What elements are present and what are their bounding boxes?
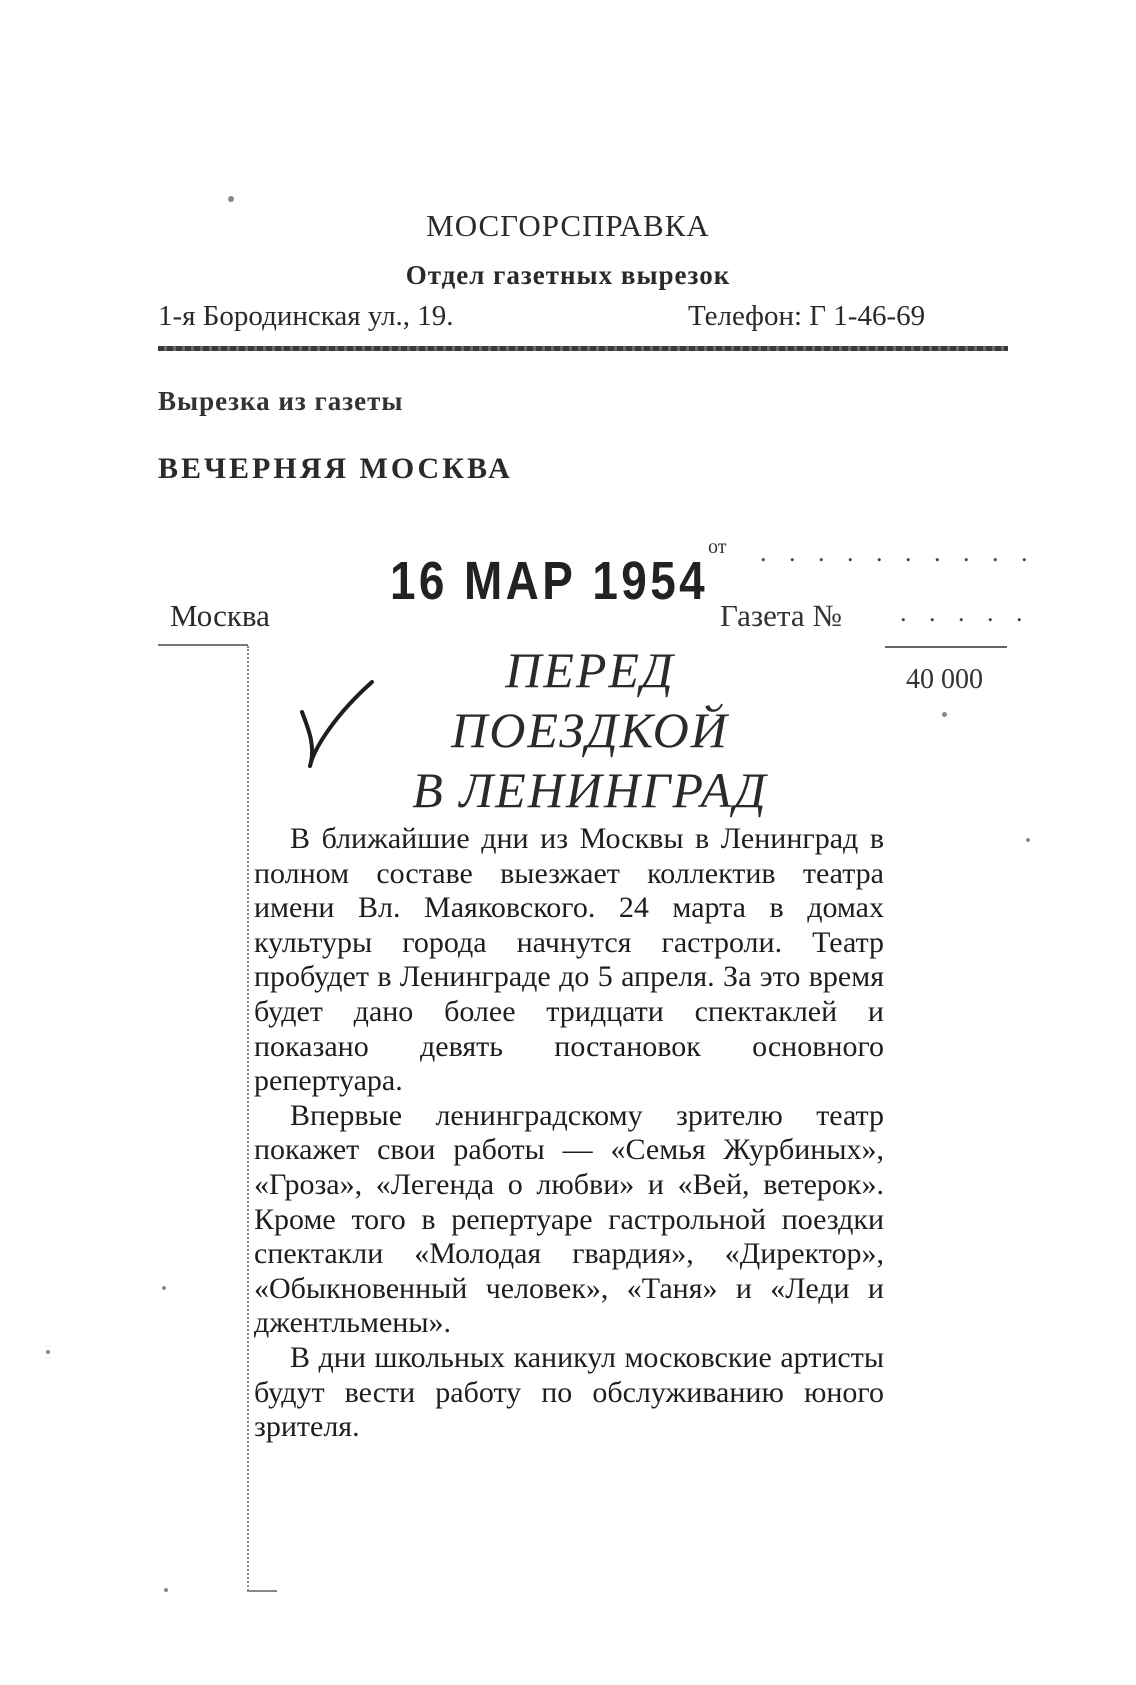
article-title — [320, 640, 860, 820]
from-label: от — [708, 536, 727, 558]
article-title-line: ПЕРЕД — [505, 642, 675, 698]
article-title-line: ПОЕЗДКОЙ — [451, 702, 729, 758]
organization-address: 1-я Бородинская ул., 19. — [158, 300, 454, 332]
organization-phone: Телефон: Г 1-46-69 — [688, 300, 926, 332]
clipping-edge-bottom — [247, 1590, 277, 1592]
paper-speck — [1026, 838, 1030, 842]
clipping-edge-top-right — [885, 646, 1007, 648]
circulation-number: 40 000 — [906, 664, 983, 695]
clipping-label: Вырезка из газеты — [158, 386, 404, 416]
gazeta-number-dots: . . . . . — [900, 598, 1031, 627]
department-name: Отдел газетных вырезок — [405, 260, 731, 290]
article-paragraph: В дни школьных каникул московские артисты будут вести работу по обслуживанию юного зрителя. — [254, 1340, 884, 1444]
date-fill-dots: . . . . . . . . . . — [760, 538, 1036, 567]
paper-speck — [164, 1588, 168, 1592]
paper-speck — [46, 1350, 50, 1354]
paper-speck — [162, 1286, 166, 1290]
article-paragraph: Впервые ленинградскому зрителю театр покажет свои работы — «Семья Журбиных», «Гроза», «Легенда о любви» и «Вей, ветерок». Кроме того в репертуаре гастрольной поездки спектакли «Молодая гвардия», «Директор», «Обыкновенный человек», «Таня» и «Леди и джентльмены». — [254, 1098, 884, 1340]
article-title-line: В ЛЕНИНГРАД — [412, 762, 768, 818]
header-rule — [158, 346, 1008, 351]
city-label: Москва — [170, 598, 270, 633]
clipping-edge-top-left — [158, 644, 248, 646]
organization-title: МОСГОРСПРАВКА — [426, 208, 710, 243]
paper-speck — [942, 712, 947, 717]
date-stamp: 16 МАР 1954 — [390, 551, 709, 611]
paper-speck — [228, 196, 234, 202]
gazeta-number-label: Газета № — [720, 598, 842, 633]
article-body — [254, 822, 884, 1445]
newspaper-name: ВЕЧЕРНЯЯ МОСКВА — [158, 452, 513, 485]
clipping-edge-left — [247, 646, 249, 1591]
article-paragraph: В ближайшие дни из Москвы в Ленинград в полном составе выезжает коллектив театра имени Вл. Маяковского. 24 марта в домах культуры города начнутся гастроли. Театр пробудет в Ленинграде до 5 апреля. За это время будет дано более тридцати спектаклей и показано девять постановок основного репертуара. — [254, 822, 884, 1098]
